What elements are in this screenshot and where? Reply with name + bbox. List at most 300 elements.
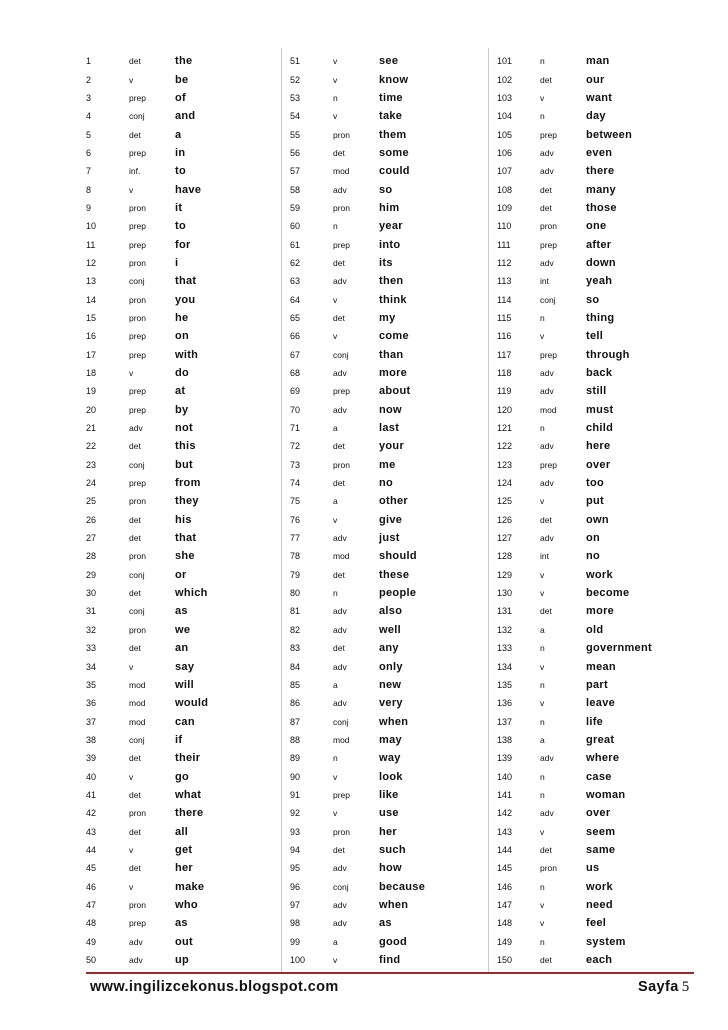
word-row <box>497 694 690 712</box>
word-row <box>86 639 279 657</box>
word-row <box>86 951 279 969</box>
part-of-speech: det <box>129 789 141 800</box>
word-row <box>497 896 690 914</box>
word-row <box>290 144 483 162</box>
word-text: yeah <box>586 275 613 288</box>
rank-number: 150 <box>497 955 513 966</box>
word-row <box>497 401 690 419</box>
word-row <box>86 125 279 143</box>
rank-number: 56 <box>290 147 301 158</box>
word-text: when <box>379 715 409 728</box>
rank-number: 37 <box>86 716 97 727</box>
rank-number: 19 <box>86 386 97 397</box>
part-of-speech: pron <box>333 129 351 140</box>
part-of-speech: conj <box>333 349 349 360</box>
word-text: like <box>379 788 399 801</box>
word-text: one <box>586 220 607 233</box>
word-text: my <box>379 311 396 324</box>
word-row <box>290 401 483 419</box>
part-of-speech: mod <box>540 404 557 415</box>
word-text: as <box>175 917 188 930</box>
part-of-speech: adv <box>540 533 554 544</box>
word-row <box>290 933 483 951</box>
word-text: as <box>175 605 188 618</box>
word-text: old <box>586 623 604 636</box>
word-text: what <box>175 788 202 801</box>
rank-number: 16 <box>86 331 97 342</box>
word-row <box>290 272 483 290</box>
rank-number: 124 <box>497 478 513 489</box>
word-row <box>86 804 279 822</box>
part-of-speech: adv <box>540 257 554 268</box>
word-text: her <box>175 862 194 875</box>
word-row <box>86 896 279 914</box>
word-row <box>86 822 279 840</box>
rank-number: 78 <box>290 551 301 562</box>
part-of-speech: det <box>129 56 141 67</box>
word-text: day <box>586 110 606 123</box>
word-row <box>497 327 690 345</box>
rank-number: 73 <box>290 459 301 470</box>
word-text: year <box>379 220 403 233</box>
word-row <box>290 364 483 382</box>
word-row <box>497 841 690 859</box>
part-of-speech: conj <box>333 716 349 727</box>
word-text: would <box>175 697 209 710</box>
word-row <box>86 547 279 565</box>
word-text: any <box>379 642 399 655</box>
word-row <box>290 804 483 822</box>
rank-number: 2 <box>86 74 92 85</box>
word-row <box>497 657 690 675</box>
word-text: other <box>379 495 408 508</box>
rank-number: 72 <box>290 441 301 452</box>
part-of-speech: prep <box>129 918 147 929</box>
rank-number: 134 <box>497 661 513 672</box>
part-of-speech: v <box>333 56 338 67</box>
part-of-speech: det <box>129 514 141 525</box>
part-of-speech: v <box>333 955 338 966</box>
word-text: he <box>175 311 189 324</box>
rank-number: 9 <box>86 202 92 213</box>
part-of-speech: adv <box>333 899 347 910</box>
rank-number: 10 <box>86 221 97 232</box>
word-text: from <box>175 477 201 490</box>
word-row <box>497 767 690 785</box>
rank-number: 91 <box>290 789 301 800</box>
rank-number: 107 <box>497 166 513 177</box>
word-text: this <box>175 440 196 453</box>
word-text: after <box>586 238 612 251</box>
rank-number: 18 <box>86 368 97 379</box>
word-text: to <box>175 220 186 233</box>
part-of-speech: adv <box>540 368 554 379</box>
rank-number: 39 <box>86 753 97 764</box>
word-text: who <box>175 898 198 911</box>
word-row <box>86 676 279 694</box>
word-row <box>290 70 483 88</box>
word-text: so <box>379 183 393 196</box>
word-text: that <box>175 532 197 545</box>
rank-number: 149 <box>497 936 513 947</box>
word-text: still <box>586 385 607 398</box>
rank-number: 126 <box>497 514 513 525</box>
part-of-speech: det <box>540 514 552 525</box>
rank-number: 15 <box>86 312 97 323</box>
word-row <box>86 107 279 125</box>
rank-number: 104 <box>497 111 513 122</box>
word-text: take <box>379 110 403 123</box>
rank-number: 55 <box>290 129 301 140</box>
word-row <box>497 859 690 877</box>
word-text: even <box>586 146 613 159</box>
part-of-speech: prep <box>540 239 558 250</box>
word-row <box>290 290 483 308</box>
rank-number: 137 <box>497 716 513 727</box>
word-row <box>86 199 279 217</box>
word-row <box>497 125 690 143</box>
rank-number: 63 <box>290 276 301 287</box>
word-row <box>290 180 483 198</box>
part-of-speech: v <box>129 881 134 892</box>
word-row <box>290 639 483 657</box>
word-text: all <box>175 825 189 838</box>
part-of-speech: v <box>540 826 545 837</box>
rank-number: 33 <box>86 643 97 654</box>
word-text: on <box>175 330 190 343</box>
word-row <box>497 52 690 70</box>
word-text: want <box>586 91 613 104</box>
rank-number: 132 <box>497 624 513 635</box>
word-text: leave <box>586 697 616 710</box>
part-of-speech: adv <box>540 386 554 397</box>
word-text: me <box>379 458 396 471</box>
word-row <box>290 529 483 547</box>
word-text: woman <box>586 788 626 801</box>
rank-number: 44 <box>86 844 97 855</box>
rank-number: 40 <box>86 771 97 782</box>
rank-number: 109 <box>497 202 513 213</box>
rank-number: 127 <box>497 533 513 544</box>
rank-number: 77 <box>290 533 301 544</box>
word-text: more <box>586 605 615 618</box>
rank-number: 113 <box>497 276 512 287</box>
part-of-speech: int <box>540 276 549 287</box>
rank-number: 116 <box>497 331 512 342</box>
word-text: how <box>379 862 402 875</box>
rank-number: 54 <box>290 111 301 122</box>
word-text: system <box>586 935 626 948</box>
part-of-speech: adv <box>333 368 347 379</box>
rank-number: 88 <box>290 734 301 745</box>
word-text: more <box>379 367 408 380</box>
word-row <box>497 254 690 272</box>
word-row <box>497 511 690 529</box>
part-of-speech: n <box>540 771 545 782</box>
part-of-speech: a <box>540 624 545 635</box>
rank-number: 35 <box>86 679 97 690</box>
rank-number: 23 <box>86 459 97 470</box>
part-of-speech: det <box>129 826 141 837</box>
rank-number: 60 <box>290 221 301 232</box>
word-text: no <box>586 550 601 563</box>
rank-number: 122 <box>497 441 513 452</box>
rank-number: 64 <box>290 294 301 305</box>
word-text: say <box>175 660 195 673</box>
rank-number: 59 <box>290 202 301 213</box>
part-of-speech: pron <box>129 202 147 213</box>
word-text: him <box>379 201 400 214</box>
footer-website[interactable]: www.ingilizcekonus.blogspot.com <box>90 979 339 995</box>
word-text: can <box>175 715 195 728</box>
word-text: our <box>586 73 605 86</box>
rank-number: 48 <box>86 918 97 929</box>
part-of-speech: pron <box>129 624 147 635</box>
word-text: part <box>586 678 608 691</box>
part-of-speech: conj <box>333 881 349 892</box>
word-text: such <box>379 843 406 856</box>
rank-number: 92 <box>290 808 301 819</box>
word-row <box>86 859 279 877</box>
part-of-speech: prep <box>540 459 558 470</box>
rank-number: 96 <box>290 881 301 892</box>
rank-number: 93 <box>290 826 301 837</box>
word-text: his <box>175 513 192 526</box>
word-text: well <box>379 623 401 636</box>
rank-number: 81 <box>290 606 301 617</box>
word-text: for <box>175 238 191 251</box>
rank-number: 144 <box>497 844 513 855</box>
word-text: about <box>379 385 411 398</box>
word-row <box>497 70 690 88</box>
word-text: its <box>379 256 393 269</box>
word-row <box>86 254 279 272</box>
word-row <box>497 89 690 107</box>
word-row <box>497 676 690 694</box>
word-row <box>86 290 279 308</box>
rank-number: 4 <box>86 111 92 122</box>
word-text: to <box>175 165 186 178</box>
part-of-speech: det <box>129 643 141 654</box>
part-of-speech: det <box>540 202 552 213</box>
word-text: know <box>379 73 409 86</box>
rank-number: 69 <box>290 386 301 397</box>
part-of-speech: adv <box>540 808 554 819</box>
part-of-speech: mod <box>129 679 146 690</box>
word-row <box>86 70 279 88</box>
word-text: thing <box>586 311 615 324</box>
word-column-1 <box>86 52 279 969</box>
rank-number: 46 <box>86 881 97 892</box>
word-row <box>290 199 483 217</box>
part-of-speech: adv <box>540 147 554 158</box>
part-of-speech: det <box>129 753 141 764</box>
word-row <box>497 877 690 895</box>
part-of-speech: prep <box>129 92 147 103</box>
part-of-speech: n <box>540 789 545 800</box>
part-of-speech: a <box>333 936 338 947</box>
word-text: last <box>379 422 400 435</box>
word-text: if <box>175 733 183 746</box>
rank-number: 118 <box>497 368 512 379</box>
part-of-speech: n <box>540 716 545 727</box>
rank-number: 115 <box>497 312 512 323</box>
rank-number: 79 <box>290 569 301 580</box>
rank-number: 148 <box>497 918 513 929</box>
rank-number: 117 <box>497 349 512 360</box>
column-divider <box>488 48 489 972</box>
word-row <box>86 492 279 510</box>
word-row <box>290 309 483 327</box>
word-text: of <box>175 91 186 104</box>
rank-number: 31 <box>86 606 97 617</box>
part-of-speech: prep <box>333 239 351 250</box>
word-row <box>86 749 279 767</box>
word-text: just <box>379 532 400 545</box>
word-text: think <box>379 293 407 306</box>
word-text: the <box>175 55 193 68</box>
word-row <box>497 621 690 639</box>
word-row <box>86 346 279 364</box>
word-row <box>290 125 483 143</box>
part-of-speech: a <box>333 679 338 690</box>
word-row <box>86 657 279 675</box>
part-of-speech: prep <box>129 478 147 489</box>
word-row <box>86 382 279 400</box>
word-text: those <box>586 201 617 214</box>
word-row <box>86 511 279 529</box>
part-of-speech: n <box>540 936 545 947</box>
part-of-speech: det <box>333 257 345 268</box>
rank-number: 74 <box>290 478 301 489</box>
word-row <box>86 474 279 492</box>
rank-number: 75 <box>290 496 301 507</box>
rank-number: 120 <box>497 404 513 415</box>
part-of-speech: v <box>129 74 134 85</box>
word-row <box>86 235 279 253</box>
word-text: we <box>175 623 191 636</box>
word-column-3 <box>497 52 690 969</box>
word-row <box>497 107 690 125</box>
rank-number: 103 <box>497 92 513 103</box>
word-text: where <box>586 752 620 765</box>
word-text: life <box>586 715 604 728</box>
part-of-speech: det <box>129 863 141 874</box>
word-text: i <box>175 256 179 269</box>
part-of-speech: prep <box>540 129 558 140</box>
word-text: down <box>586 256 616 269</box>
word-row <box>86 144 279 162</box>
word-text: find <box>379 954 401 967</box>
rank-number: 14 <box>86 294 97 305</box>
part-of-speech: det <box>333 844 345 855</box>
part-of-speech: adv <box>129 936 143 947</box>
part-of-speech: pron <box>333 459 351 470</box>
word-text: could <box>379 165 410 178</box>
rank-number: 22 <box>86 441 97 452</box>
part-of-speech: det <box>129 588 141 599</box>
word-row <box>86 694 279 712</box>
part-of-speech: adv <box>540 166 554 177</box>
rank-number: 76 <box>290 514 301 525</box>
part-of-speech: mod <box>333 166 350 177</box>
word-row <box>497 382 690 400</box>
word-row <box>86 731 279 749</box>
word-text: as <box>379 917 392 930</box>
word-text: have <box>175 183 202 196</box>
word-row <box>497 290 690 308</box>
word-text: so <box>586 293 600 306</box>
part-of-speech: n <box>333 221 338 232</box>
part-of-speech: n <box>540 56 545 67</box>
word-row <box>497 951 690 969</box>
footer-rule <box>86 972 694 974</box>
rank-number: 98 <box>290 918 301 929</box>
word-row <box>290 107 483 125</box>
part-of-speech: adv <box>333 698 347 709</box>
part-of-speech: v <box>333 808 338 819</box>
word-text: be <box>175 73 189 86</box>
part-of-speech: v <box>129 661 134 672</box>
rank-number: 12 <box>86 257 97 268</box>
column-divider <box>281 48 282 972</box>
word-text: now <box>379 403 402 416</box>
rank-number: 29 <box>86 569 97 580</box>
word-text: each <box>586 954 613 967</box>
word-text: child <box>586 422 614 435</box>
word-text: tell <box>586 330 604 343</box>
rank-number: 41 <box>86 789 97 800</box>
word-row <box>290 841 483 859</box>
part-of-speech: v <box>333 111 338 122</box>
part-of-speech: conj <box>129 606 145 617</box>
word-text: see <box>379 55 399 68</box>
part-of-speech: a <box>540 734 545 745</box>
rank-number: 8 <box>86 184 92 195</box>
word-text: people <box>379 587 417 600</box>
word-row <box>290 89 483 107</box>
word-row <box>497 180 690 198</box>
rank-number: 43 <box>86 826 97 837</box>
word-text: put <box>586 495 605 508</box>
rank-number: 135 <box>497 679 513 690</box>
part-of-speech: adv <box>540 478 554 489</box>
rank-number: 139 <box>497 753 513 764</box>
word-row <box>290 346 483 364</box>
word-text: your <box>379 440 405 453</box>
rank-number: 101 <box>497 56 513 67</box>
rank-number: 80 <box>290 588 301 599</box>
word-row <box>86 309 279 327</box>
word-row <box>290 235 483 253</box>
part-of-speech: adv <box>333 863 347 874</box>
word-text: they <box>175 495 199 508</box>
rank-number: 111 <box>497 239 511 250</box>
word-text: than <box>379 348 404 361</box>
rank-number: 61 <box>290 239 301 250</box>
part-of-speech: v <box>129 771 134 782</box>
rank-number: 114 <box>497 294 512 305</box>
rank-number: 70 <box>290 404 301 415</box>
word-row <box>86 401 279 419</box>
part-of-speech: prep <box>333 789 351 800</box>
word-row <box>290 694 483 712</box>
part-of-speech: v <box>540 698 545 709</box>
part-of-speech: adv <box>333 624 347 635</box>
word-row <box>497 217 690 235</box>
part-of-speech: prep <box>129 239 147 250</box>
word-row <box>290 456 483 474</box>
